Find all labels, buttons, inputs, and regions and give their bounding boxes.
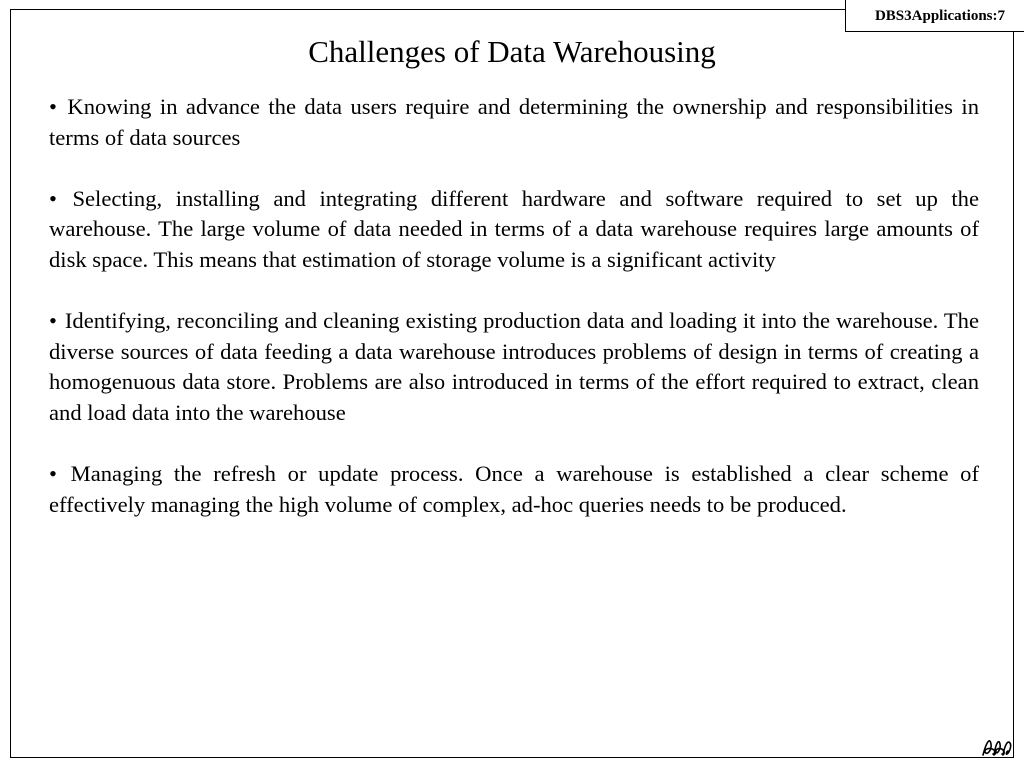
bullet-text: Identifying, reconciling and cleaning existing production data and loading it into the warehouse. The diverse sources of data feeding a data warehouse introduces problems of design in terms of creating a homogenuous data store. Problems are also introduced in terms of the effort required to extract, clean and load data into the warehouse xyxy=(49,308,979,425)
bullet-marker: • xyxy=(49,308,57,334)
slide-title: Challenges of Data Warehousing xyxy=(308,34,716,69)
bullet-item xyxy=(49,459,979,520)
bullet-text: Selecting, installing and integrating different hardware and software required to set up the warehouse. The large volume of data needed in terms of a data warehouse requires large amounts of disk space. This means that estimation of storage volume is a significant activity xyxy=(49,185,980,272)
bullet-marker: • xyxy=(49,461,57,487)
bullet-item xyxy=(49,306,979,428)
bullet-text: Knowing in advance the data users require and determining the ownership and responsibilities in terms of data sources xyxy=(49,94,979,150)
bullet-text: Managing the refresh or update process. Once a warehouse is established a clear scheme of effectively managing the high volume of complex, ad-hoc queries needs to be produced. xyxy=(49,461,979,517)
bullet-marker: • xyxy=(49,94,57,119)
university-logo-icon xyxy=(981,736,1013,758)
slide-label-box xyxy=(845,0,1024,32)
bullet-item xyxy=(49,92,979,153)
slide-content xyxy=(49,92,979,551)
bullet-marker: • xyxy=(49,185,57,211)
bullet-item xyxy=(49,184,979,276)
slide-label: DBS3Applications:7 xyxy=(874,8,1005,24)
